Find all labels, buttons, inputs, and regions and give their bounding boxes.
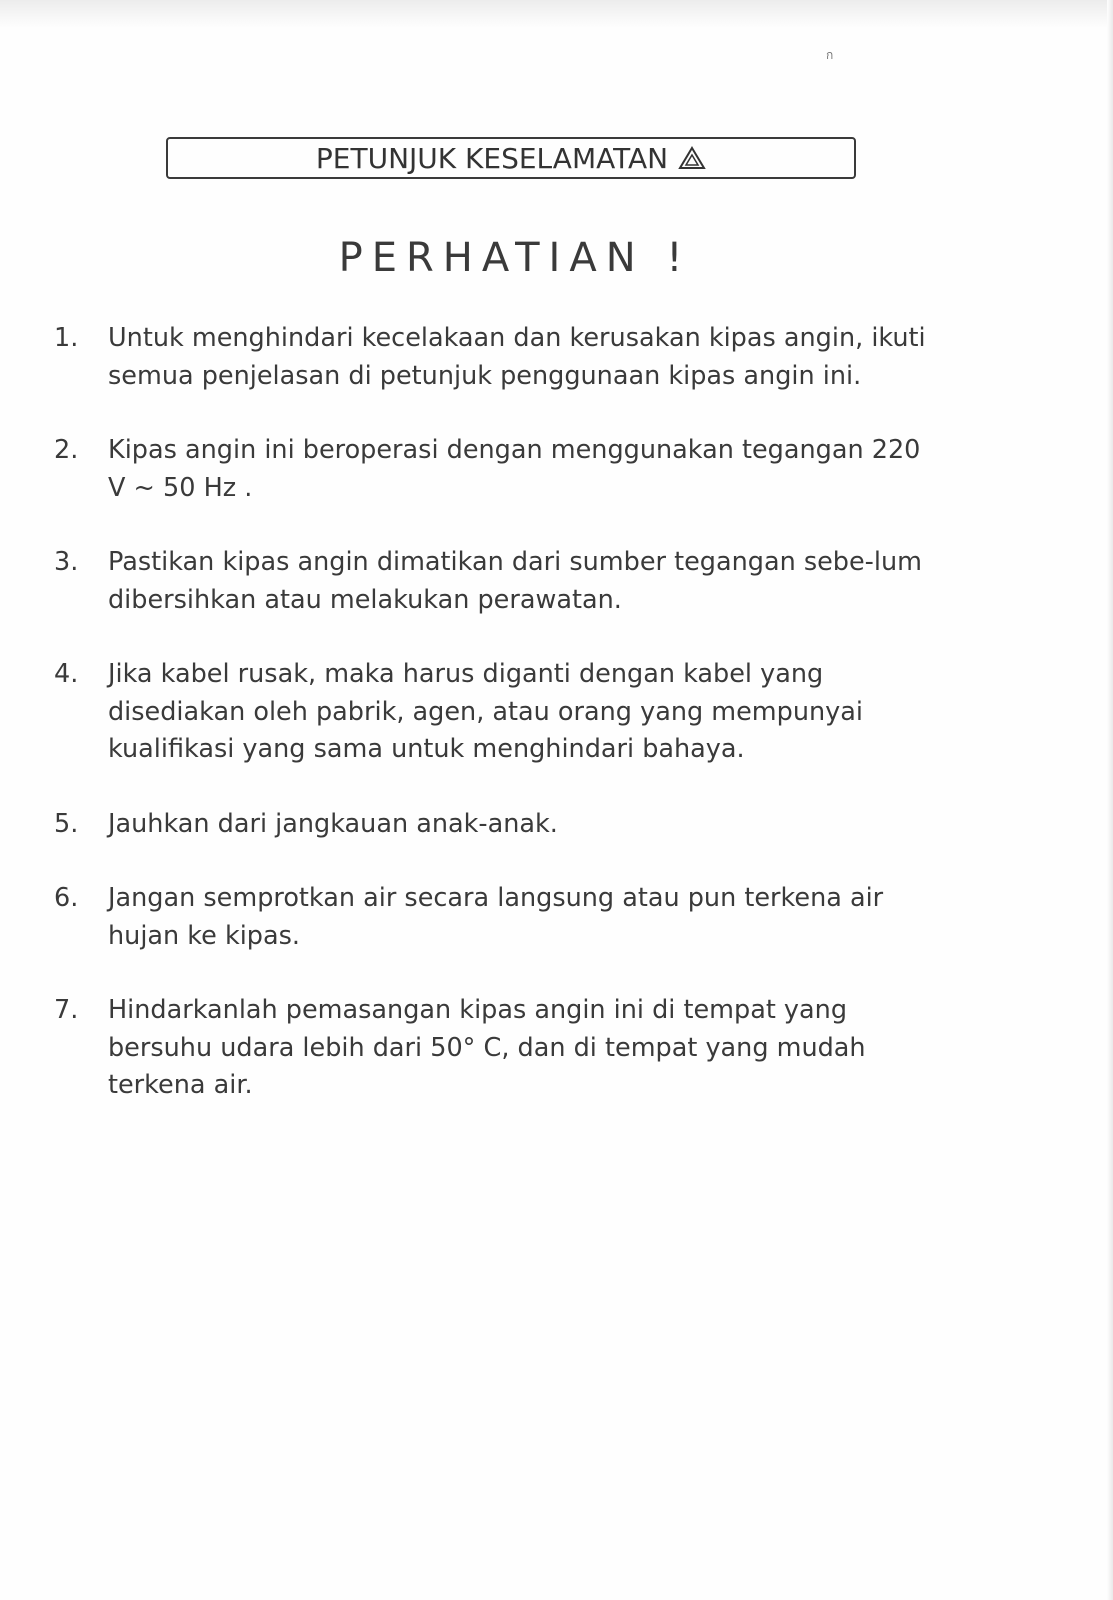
safety-instructions-list bbox=[54, 320, 934, 1105]
list-item bbox=[54, 880, 934, 955]
header-title: PETUNJUK KESELAMATAN bbox=[315, 141, 669, 175]
item-text: Jauhkan dari jangkauan anak-anak. bbox=[108, 808, 558, 839]
scan-edge-top bbox=[0, 0, 1113, 28]
item-text: Hindarkanlah pemasangan kipas angin ini di tempat yang bersuhu udara lebih dari 50° C, dan di tempat yang mudah terkena air. bbox=[108, 995, 866, 1100]
list-item bbox=[54, 544, 934, 619]
scan-edge-right bbox=[1107, 0, 1113, 1600]
item-text: Pastikan kipas angin dimatikan dari sumber tegangan sebe-lum dibersihkan atau melakukan perawatan. bbox=[108, 547, 922, 615]
corner-mark: ก bbox=[826, 48, 834, 62]
item-number: 1. bbox=[54, 323, 79, 353]
safety-header-box bbox=[166, 137, 856, 179]
attention-heading: PERHATIAN ! bbox=[338, 235, 692, 281]
item-number: 4. bbox=[54, 659, 79, 689]
item-number: 6. bbox=[54, 883, 79, 913]
item-text: Kipas angin ini beroperasi dengan menggunakan tegangan 220 V ~ 50 Hz . bbox=[108, 435, 921, 503]
item-number: 3. bbox=[54, 547, 79, 577]
list-item bbox=[54, 992, 934, 1105]
list-item bbox=[54, 806, 934, 844]
item-text: Jangan semprotkan air secara langsung atau pun terkena air hujan ke kipas. bbox=[108, 883, 884, 951]
item-number: 2. bbox=[54, 435, 79, 465]
list-item bbox=[54, 320, 934, 395]
item-number: 7. bbox=[54, 995, 79, 1025]
list-item bbox=[54, 432, 934, 507]
item-text: Jika kabel rusak, maka harus diganti dengan kabel yang disediakan oleh pabrik, agen, atau orang yang mempunyai kualifikasi yang sama untuk menghindari bahaya. bbox=[108, 659, 863, 764]
list-item bbox=[54, 656, 934, 769]
item-number: 5. bbox=[54, 808, 79, 839]
warning-triangle-icon bbox=[678, 146, 706, 170]
item-text: Untuk menghindari kecelakaan dan kerusakan kipas angin, ikuti semua penjelasan di petunjuk penggunaan kipas angin ini. bbox=[108, 323, 926, 391]
